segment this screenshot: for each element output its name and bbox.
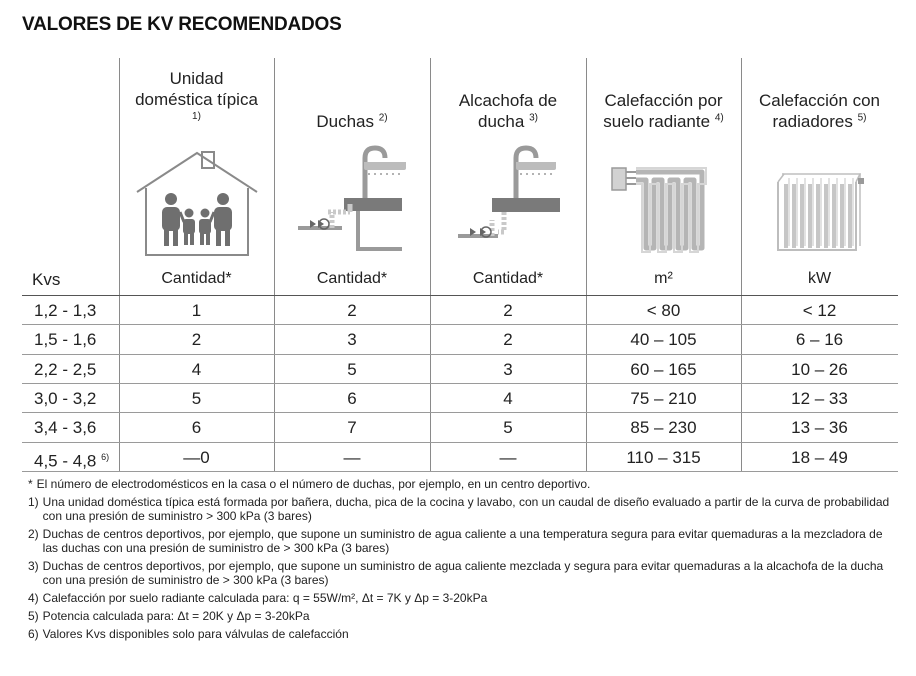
kvs-value: 1,5 - 1,6 [34, 330, 97, 349]
header-radiator-heating: Calefacción con radiadores $^{5)}$ [759, 91, 880, 131]
footnote-marker: 3) [28, 559, 39, 573]
cell-radiators: 13 – 36 [791, 418, 848, 437]
footnote-marker: 1) [28, 495, 39, 509]
unit-quantity: Cantidad* [161, 270, 232, 287]
footnote-text: Calefacción por suelo radiante calculada para: q = 55W/m², Δt = 7K y Δp = 3-20kPa [42, 591, 488, 605]
cell-underfloor: < 80 [646, 301, 681, 320]
unit-quantity: Cantidad* [472, 270, 544, 287]
cell-showers: — [343, 448, 361, 467]
footnotes [28, 477, 894, 645]
cell-underfloor: 40 – 105 [630, 330, 697, 349]
unit-kilowatt: kW [807, 270, 832, 287]
footnote [28, 609, 894, 623]
footnote-marker: 5) [28, 609, 39, 623]
cell-underfloor: 75 – 210 [630, 389, 697, 408]
cell-domestic: 2 [191, 330, 202, 349]
kvs-value: 3,4 - 3,6 [34, 418, 97, 437]
footnote [28, 527, 894, 555]
footnote [28, 477, 894, 491]
cell-radiators: 18 – 49 [791, 448, 848, 467]
header-underfloor-heating: Calefacción por suelo radiante $^{4)}$ [603, 91, 724, 131]
footnote [28, 559, 894, 587]
cell-showers: 6 [347, 389, 357, 408]
cell-shower-head: 4 [503, 389, 513, 408]
footnote-text: Una unidad doméstica típica está formada por bañera, ducha, pica de la cocina y lavabo, con un caudal de diseño evaluado a partir de la curva de probabilidad con una presión de suministro > 300 kPa (3 bares) [42, 495, 890, 523]
header-showers: Duchas $^{2)}$ [316, 112, 388, 131]
footnote-marker: 2) [28, 527, 39, 541]
cell-radiators: 12 – 33 [791, 389, 848, 408]
cell-showers: 7 [347, 418, 357, 437]
cell-showers: 2 [347, 301, 357, 320]
cell-underfloor: 85 – 230 [630, 418, 697, 437]
cell-domestic: 1 [191, 301, 202, 320]
footnote-marker: * [28, 477, 33, 491]
footnote [28, 495, 894, 523]
radiator-icon [774, 166, 866, 254]
cell-radiators: < 12 [802, 301, 837, 320]
cell-domestic: 5 [191, 389, 202, 408]
unit-square-meters: m² [654, 270, 673, 287]
footnote-marker: 4) [28, 591, 39, 605]
unit-quantity: Cantidad* [316, 270, 388, 287]
cell-radiators: 6 – 16 [795, 330, 844, 349]
kvs-value: 3,0 - 3,2 [34, 389, 97, 408]
cell-shower-head: 2 [503, 301, 513, 320]
cell-showers: 3 [347, 330, 357, 349]
kv-table [22, 58, 898, 472]
cell-shower-head: 5 [503, 418, 513, 437]
house-family-icon [134, 150, 260, 258]
footnote-text: Potencia calculada para: Δt = 20K y Δp = 3-20kPa [42, 609, 310, 623]
footnote-text: Duchas de centros deportivos, por ejemplo, que supone un suministro de agua caliente mezclada y segura para evitar quemaduras a la alcachofa de la ducha con una presión de suministro de > 300 kPa (3 bares) [42, 559, 884, 587]
cell-underfloor: 110 – 315 [626, 448, 701, 467]
cell-domestic: 6 [191, 418, 202, 437]
shower-head-valve-icon [454, 142, 564, 254]
kvs-column-header: Kvs [32, 270, 61, 289]
cell-shower-head: 3 [503, 360, 513, 379]
kvs-value: 2,2 - 2,5 [34, 360, 97, 379]
cell-domestic: 4 [191, 360, 202, 379]
underfloor-heating-icon [610, 162, 718, 254]
cell-showers: 5 [347, 360, 357, 379]
footnote-text: Valores Kvs disponibles solo para válvulas de calefacción [42, 627, 349, 641]
header-shower-head: Alcachofa de ducha $^{3)}$ [458, 91, 558, 131]
cell-radiators: 10 – 26 [791, 360, 848, 379]
footnote-ref: 6) [101, 452, 110, 462]
footnote [28, 627, 894, 641]
kvs-value: 4,5 - 4,8 $^{6)}$ [34, 451, 110, 471]
shower-mixer-icon [290, 142, 410, 254]
cell-shower-head: 2 [503, 330, 513, 349]
footnote [28, 591, 894, 605]
cell-underfloor: 60 – 165 [630, 360, 697, 379]
footnote-marker: 6) [28, 627, 39, 641]
cell-shower-head: — [499, 448, 517, 467]
cell-domestic: —0 [183, 448, 210, 467]
header-domestic-unit: Unidad doméstica típica 1) [135, 69, 258, 122]
kvs-value: 1,2 - 1,3 [34, 301, 97, 320]
page-title: VALORES DE KV RECOMENDADOS [22, 14, 342, 35]
footnote-text: El número de electrodomésticos en la casa o el número de duchas, por ejemplo, en un centro deportivo. [36, 477, 591, 491]
footnote-text: Duchas de centros deportivos, por ejemplo, que supone un suministro de agua caliente a una temperatura segura para evitar quemaduras a la mezcladora de las duchas con una presión de suministro de > 300 kPa (3 bares) [42, 527, 883, 555]
